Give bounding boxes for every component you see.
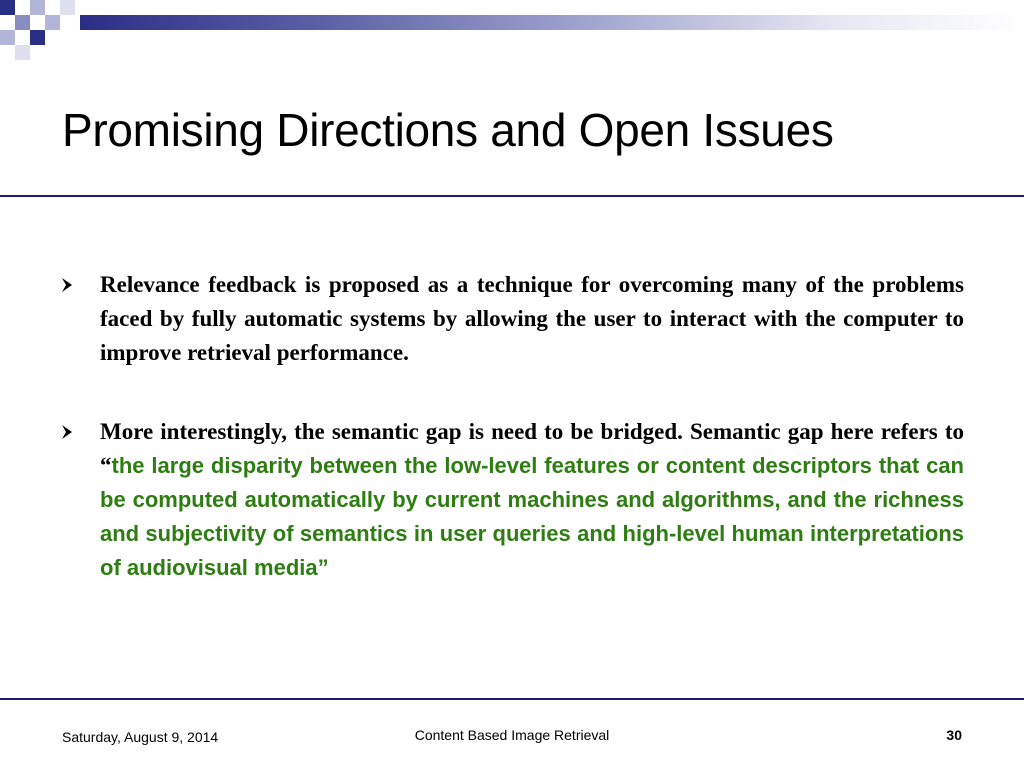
bullet-text-intro: More interestingly, the semantic gap is need to be bridged. Semantic gap here refers to “ bbox=[100, 419, 964, 478]
bullet-item bbox=[60, 268, 964, 370]
footer-date: Saturday, August 9, 2014 bbox=[62, 729, 219, 745]
header-square bbox=[30, 30, 45, 45]
header-square bbox=[30, 0, 45, 15]
bullet-item bbox=[60, 415, 964, 585]
header-square bbox=[45, 15, 60, 30]
slide-title: Promising Directions and Open Issues bbox=[62, 104, 834, 156]
bullet-text bbox=[100, 415, 964, 585]
header-square bbox=[15, 15, 30, 30]
header-decoration bbox=[0, 0, 1024, 30]
footer-divider bbox=[0, 698, 1024, 700]
title-divider bbox=[0, 195, 1024, 197]
header-gradient-band bbox=[80, 15, 1024, 30]
header-square bbox=[0, 30, 15, 45]
page-number: 30 bbox=[946, 727, 962, 743]
header-square bbox=[60, 0, 75, 15]
arrowhead-bullet-icon bbox=[62, 278, 72, 292]
slide-content bbox=[60, 268, 964, 630]
footer-title: Content Based Image Retrieval bbox=[414, 727, 610, 743]
header-square bbox=[15, 45, 30, 60]
arrowhead-bullet-icon bbox=[62, 425, 72, 439]
header-square bbox=[0, 0, 15, 15]
quoted-definition: the large disparity between the low-level features or content descriptors that can be computed automatically by current machines and algorithms, and the richness and subjectivity of semantics in user queries and high-level human interpretations of audiovisual media” bbox=[100, 453, 964, 580]
bullet-text: Relevance feedback is proposed as a technique for overcoming many of the problems faced by fully automatic systems by allowing the user to interact with the computer to improve retrieval performance. bbox=[100, 272, 964, 365]
